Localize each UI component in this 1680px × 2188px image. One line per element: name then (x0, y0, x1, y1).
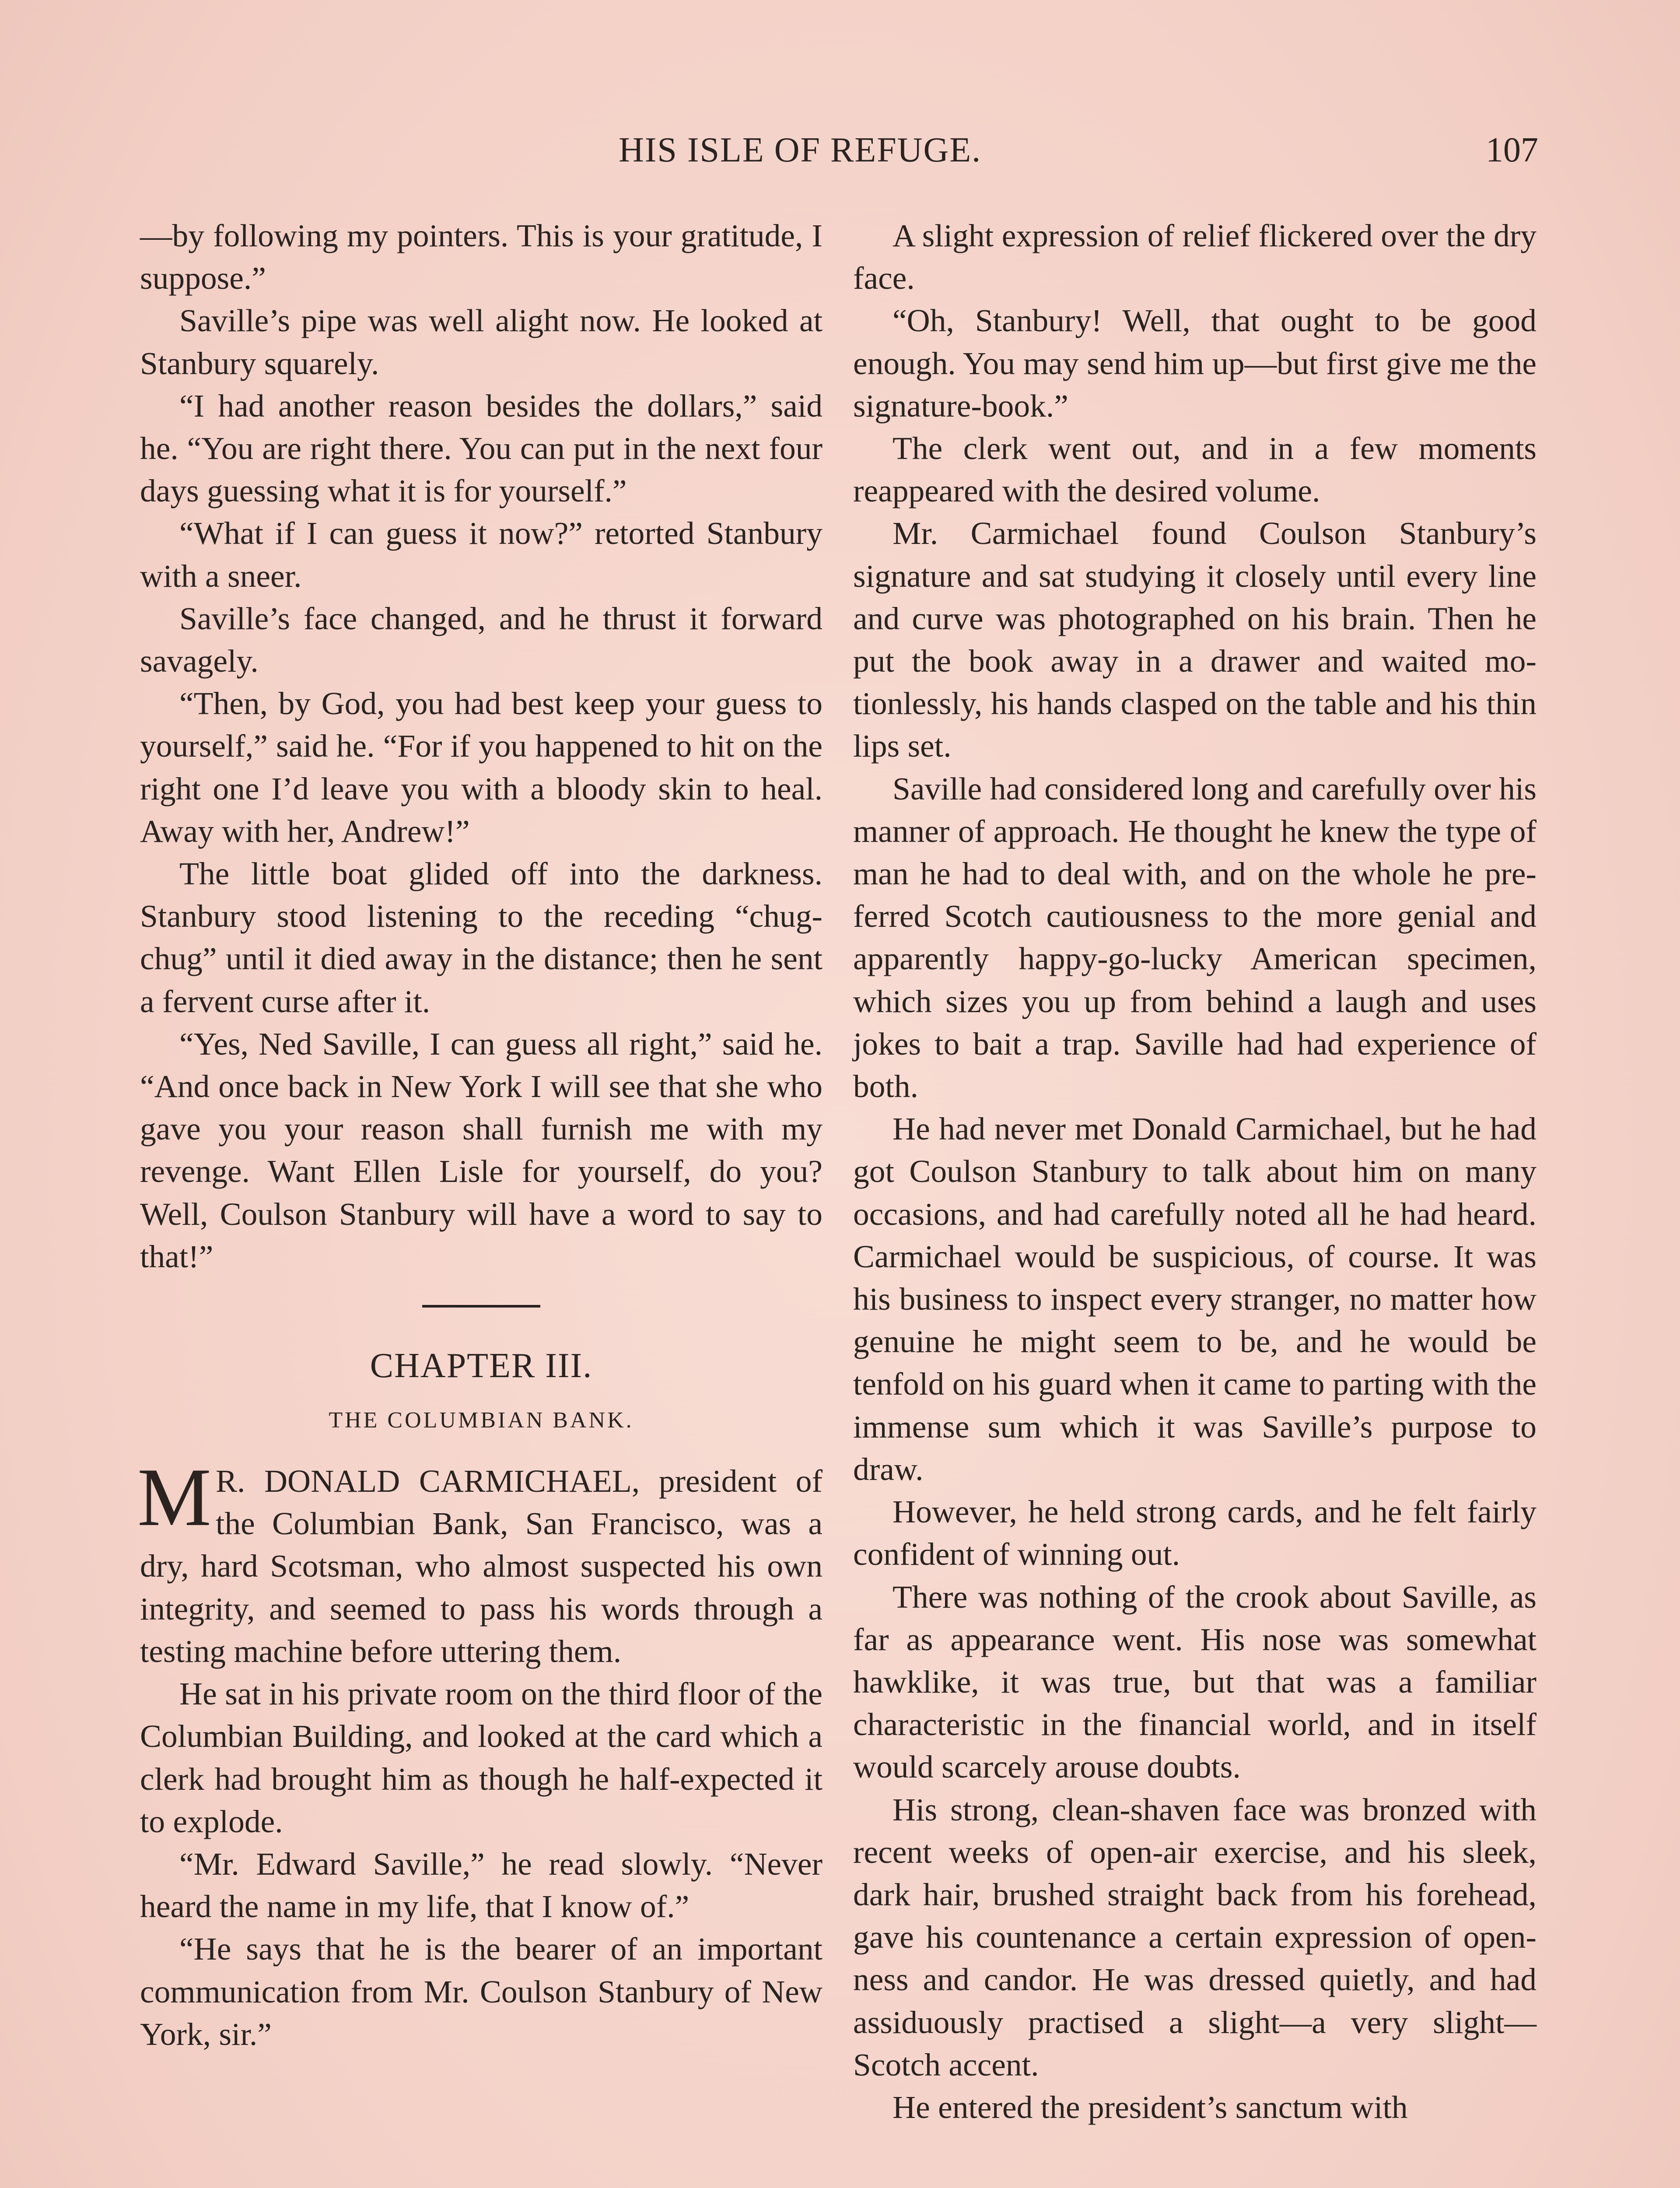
chapter-subtitle: THE COLUMBIAN BANK. (329, 1408, 634, 1433)
chapter-opening-paragraph (137, 1452, 822, 1673)
page-number: 107 (1486, 131, 1538, 169)
paragraph: There was nothing of the crook about Saville, as far as appearance went. His nose was somewhat hawklike, it was true, but that was a familiar characteristic in the financial world, and in itself would scarcely arouse doubts. (853, 1579, 1536, 1785)
paragraph: —by following my pointers. This is your gratitude, I suppose.” (140, 218, 822, 296)
running-title: HIS ISLE OF REFUGE. (619, 131, 982, 169)
left-column (137, 214, 822, 2055)
paragraph: His strong, clean-shaven face was bronzed with recent weeks of open-air exercise, and his sleek, dark hair, brushed straight back from his forehead, gave his countenance a certain expression of openness and candor. He was dressed quietly, and had assiduously practised a slight—a very slight—Scotch accent. (853, 1792, 1536, 2083)
paragraph: “I had another reason besides the dollars,” said he. “You are right there. You can put in the next four days guessing what it is for yourself.” (140, 388, 822, 509)
paragraph: Saville’s face changed, and he thrust it forward savagely. (140, 600, 822, 679)
right-column (853, 214, 1536, 2128)
paragraph: Saville had considered long and carefully over his manner of approach. He thought he knew the type of man he had to deal with, and on the whole he preferred Scotch cautiousness to the more genial and apparently happy-go-lucky American specimen, which sizes you up from behind a laugh and uses jokes to bait a trap. Saville had had experience of both. (853, 771, 1536, 1105)
page-header (142, 130, 1538, 179)
paragraph: However, he held strong cards, and he felt fairly confident of winning out. (853, 1494, 1536, 1572)
opening-text: R. DONALD CARMICHAEL, president of the Columbian Bank, San Francisco, was a dry, hard Scotsman, who almost suspected his own integrity, and seemed to pass his words through a testing machine before uttering them. (140, 1463, 822, 1669)
paragraph: The little boat glided off into the darkness. Stanbury stood listening to the receding “chug-chug” until it died away in the distance; then he sent a fervent curse after it. (140, 856, 822, 1019)
paragraph: A slight expression of relief flickered over the dry face. (853, 218, 1536, 296)
paragraph: “Yes, Ned Saville, I can guess all right,” said he. “And once back in New York I will see that she who gave you your reason shall furnish me with my revenge. Want Ellen Lisle for yourself, do you? Well, Coulson Stanbury will have a word to say to that!” (140, 1026, 822, 1274)
paragraph: The clerk went out, and in a few moments reappeared with the desired volume. (853, 431, 1536, 509)
paragraph: He had never met Donald Carmichael, but he had got Coulson Stanbury to talk about him on many occasions, and had carefully noted all he had heard. Carmichael would be suspicious, of course. It was his business to inspect every stranger, no matter how genuine he might seem to be, and he would be tenfold on his guard when it came to parting with the immense sum which it was Saville’s purpose to draw. (853, 1111, 1536, 1487)
paragraph: Mr. Carmichael found Coulson Stanbury’s signature and sat studying it closely until every line and curve was photographed on his brain. Then he put the book away in a drawer and waited motionlessly, his hands clasped on the table and his thin lips set. (853, 515, 1536, 764)
paragraph: He sat in his private room on the third floor of the Columbian Building, and looked at the card which a clerk had brought him as though he half-expected it to explode. (140, 1676, 822, 1839)
paragraph: “What if I can guess it now?” retorted Stanbury with a sneer. (140, 515, 822, 594)
chapter-title: CHAPTER III. (370, 1346, 593, 1385)
section-divider (422, 1305, 540, 1308)
paragraph: “He says that he is the bearer of an important communication from Mr. Coulson Stanbury of New York, sir.” (140, 1931, 822, 2052)
paragraph: “Mr. Edward Saville,” he read slowly. “Never heard the name in my life, that I know of.” (140, 1846, 822, 1925)
paragraph: Saville’s pipe was well alight now. He looked at Stanbury squarely. (140, 303, 822, 381)
paragraph: “Oh, Stanbury! Well, that ought to be good enough. You may send him up—but first give me the signature-book.” (853, 303, 1536, 424)
paragraph: “Then, by God, you had best keep your guess to yourself,” said he. “For if you happened to hit on the right one I’d leave you with a bloody skin to heal. Away with her, Andrew!” (140, 686, 822, 849)
paragraph: He entered the president’s sanctum with (892, 2089, 1408, 2125)
drop-cap: M (137, 1452, 211, 1544)
